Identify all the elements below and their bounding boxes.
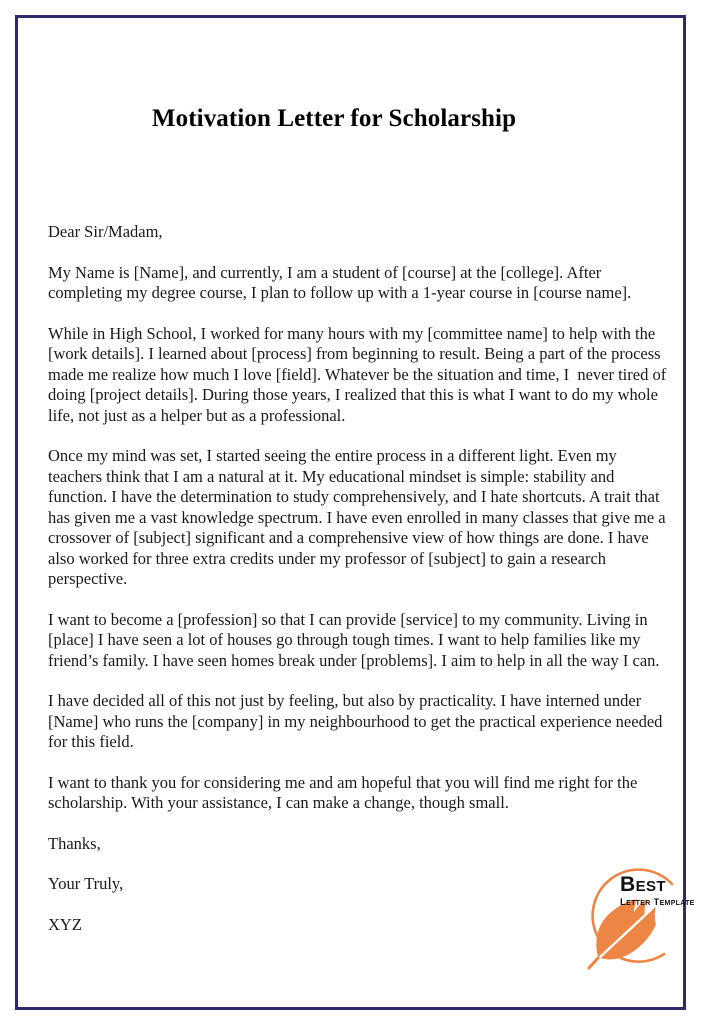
closing-sign-off: Your Truly, [48,874,124,893]
letter-paragraph: Once my mind was set, I started seeing the entire process in a different light. Even my teachers think that I am a natural at it. My educational mindset is simple: stability and function. I have the determination to study comprehensively, and I hate shortcuts. A trait that has given me a vast knowledge spectrum. I have even enrolled in many classes that give me a crossover of [subject] significant and a comprehensive view of how things are done. I have also worked for three extra credits under my professor of [subject] to gain a research perspective. [48,446,670,588]
page-title: Motivation Letter for Scholarship [151,105,517,132]
brand-watermark [568,858,695,980]
brand-name-secondary: Letter Template [620,897,695,908]
brand-logo-graphic [568,858,690,980]
letter-paragraph: I want to thank you for considering me and am hopeful that you will find me right for the scholarship. With your assistance, I can make a change, though small. [48,772,642,812]
closing-thanks: Thanks, [48,833,101,853]
salutation: Dear Sir/Madam, [48,222,163,241]
signature-name: XYZ [48,914,82,934]
brand-name-primary: Best [620,873,666,896]
letter-body [48,222,672,935]
letter-paragraph: I want to become a [profession] so that I can provide [service] to my community. Living in [place] I have seen a lot of houses go through tough times. I want to help families like my friend’s family. I have seen homes break under [problems]. I aim to help in all the way I can. [48,609,660,670]
letter-paragraph: I have decided all of this not just by feeling, but also by practicality. I have interned under [Name] who runs the [company] in my neighbourhood to get the practical experience needed for this field. [48,691,667,751]
letter-paragraph: While in High School, I worked for many hours with my [committee name] to help with the [work details]. I learned about [process] from beginning to result. Being a part of the process made me realize how much I love [field]. Whatever be the situation and time, I never tired of doing [project details]. During those years, I realized that this is what I want to do my whole life, not just as a helper but as a professional. [48,323,671,425]
letter-paragraph: My Name is [Name], and currently, I am a student of [course] at the [college]. After completing my degree course, I plan to follow up with a 1-year course in [course name]. [48,262,632,302]
